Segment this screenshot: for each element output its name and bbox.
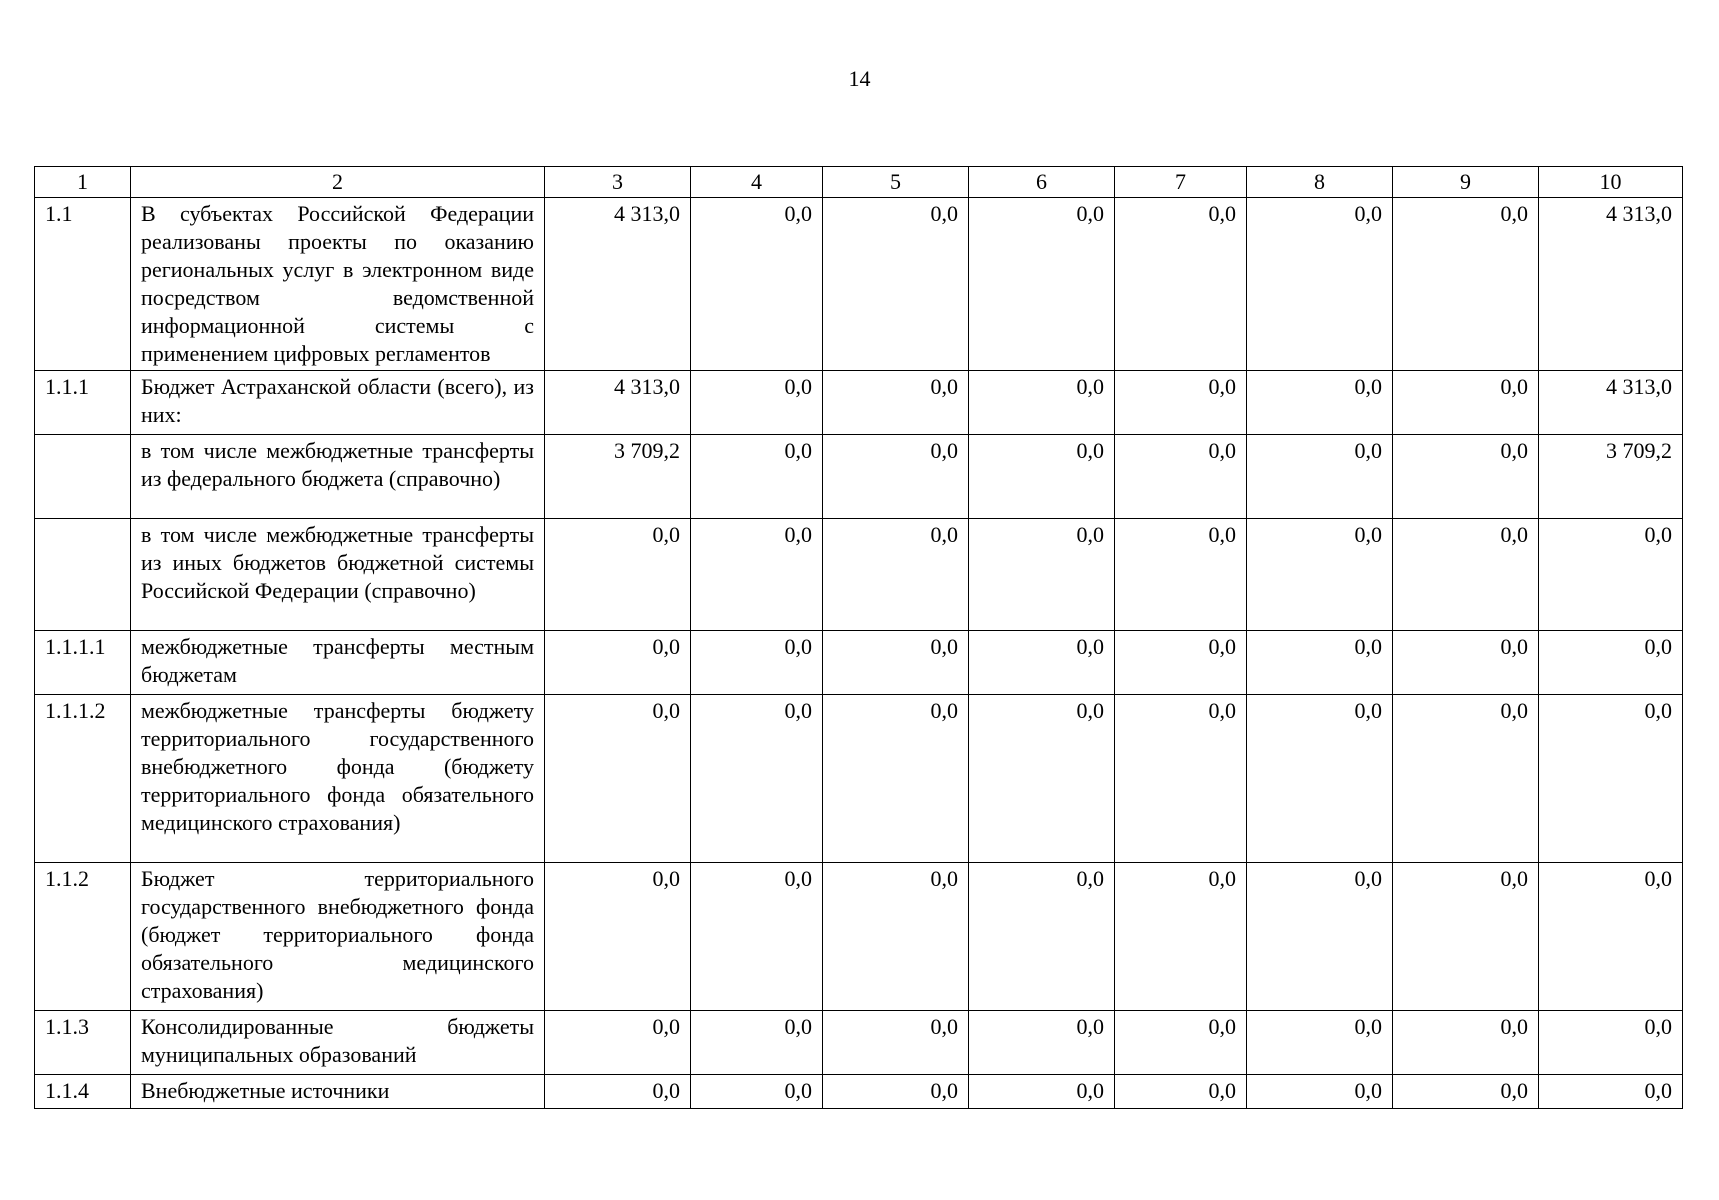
table-row xyxy=(35,695,1683,863)
row-description: Консолидированные бюджеты муниципальных образований xyxy=(131,1011,545,1075)
value-cell-col-7: 0,0 xyxy=(1115,198,1247,371)
row-code: 1.1.1.1 xyxy=(35,631,131,695)
value-cell-col-9: 0,0 xyxy=(1393,519,1539,631)
column-header: 9 xyxy=(1393,167,1539,198)
value-cell-col-8: 0,0 xyxy=(1247,435,1393,519)
value-cell-col-7: 0,0 xyxy=(1115,1075,1247,1109)
value-cell-col-5: 0,0 xyxy=(823,695,969,863)
value-cell-col-9: 0,0 xyxy=(1393,371,1539,435)
budget-table xyxy=(34,166,1683,1109)
value-cell-col-8: 0,0 xyxy=(1247,198,1393,371)
row-code xyxy=(35,435,131,519)
value-cell-col-7: 0,0 xyxy=(1115,695,1247,863)
value-cell-col-3: 0,0 xyxy=(545,1011,691,1075)
value-cell-col-4: 0,0 xyxy=(691,371,823,435)
table-row xyxy=(35,371,1683,435)
row-description: Внебюджетные источники xyxy=(131,1075,545,1109)
value-cell-col-10: 4 313,0 xyxy=(1539,198,1683,371)
row-code: 1.1.1 xyxy=(35,371,131,435)
row-description: В субъектах Российской Федерации реализованы проекты по оказанию региональных услуг в электронном виде посредством ведомственной информационной системы с применением цифровых регламентов xyxy=(131,198,545,371)
value-cell-col-9: 0,0 xyxy=(1393,695,1539,863)
value-cell-col-6: 0,0 xyxy=(969,371,1115,435)
row-code: 1.1.3 xyxy=(35,1011,131,1075)
value-cell-col-10: 0,0 xyxy=(1539,1011,1683,1075)
value-cell-col-4: 0,0 xyxy=(691,863,823,1011)
value-cell-col-10: 0,0 xyxy=(1539,1075,1683,1109)
value-cell-col-7: 0,0 xyxy=(1115,519,1247,631)
value-cell-col-8: 0,0 xyxy=(1247,1011,1393,1075)
value-cell-col-4: 0,0 xyxy=(691,198,823,371)
value-cell-col-5: 0,0 xyxy=(823,863,969,1011)
column-header: 6 xyxy=(969,167,1115,198)
value-cell-col-4: 0,0 xyxy=(691,1011,823,1075)
value-cell-col-9: 0,0 xyxy=(1393,198,1539,371)
column-header: 8 xyxy=(1247,167,1393,198)
value-cell-col-8: 0,0 xyxy=(1247,1075,1393,1109)
row-description: межбюджетные трансферты бюджету территориального государственного внебюджетного фонда (бюджету территориального фонда обязательного медицинского страхования) xyxy=(131,695,545,863)
column-header: 10 xyxy=(1539,167,1683,198)
value-cell-col-6: 0,0 xyxy=(969,1011,1115,1075)
value-cell-col-9: 0,0 xyxy=(1393,863,1539,1011)
row-code: 1.1.1.2 xyxy=(35,695,131,863)
table-header-row xyxy=(35,167,1683,198)
value-cell-col-6: 0,0 xyxy=(969,695,1115,863)
value-cell-col-3: 0,0 xyxy=(545,695,691,863)
value-cell-col-4: 0,0 xyxy=(691,695,823,863)
value-cell-col-8: 0,0 xyxy=(1247,631,1393,695)
row-description: Бюджет Астраханской области (всего), из них: xyxy=(131,371,545,435)
row-code: 1.1.2 xyxy=(35,863,131,1011)
value-cell-col-7: 0,0 xyxy=(1115,863,1247,1011)
value-cell-col-4: 0,0 xyxy=(691,1075,823,1109)
value-cell-col-8: 0,0 xyxy=(1247,371,1393,435)
value-cell-col-3: 0,0 xyxy=(545,631,691,695)
value-cell-col-6: 0,0 xyxy=(969,1075,1115,1109)
table-row xyxy=(35,863,1683,1011)
row-description: в том числе межбюджетные трансферты из федерального бюджета (справочно) xyxy=(131,435,545,519)
value-cell-col-10: 0,0 xyxy=(1539,863,1683,1011)
value-cell-col-5: 0,0 xyxy=(823,371,969,435)
table-row xyxy=(35,519,1683,631)
value-cell-col-9: 0,0 xyxy=(1393,631,1539,695)
table-row xyxy=(35,631,1683,695)
value-cell-col-3: 3 709,2 xyxy=(545,435,691,519)
value-cell-col-10: 4 313,0 xyxy=(1539,371,1683,435)
value-cell-col-3: 0,0 xyxy=(545,863,691,1011)
value-cell-col-6: 0,0 xyxy=(969,198,1115,371)
value-cell-col-3: 0,0 xyxy=(545,519,691,631)
column-header: 7 xyxy=(1115,167,1247,198)
value-cell-col-3: 4 313,0 xyxy=(545,198,691,371)
value-cell-col-3: 4 313,0 xyxy=(545,371,691,435)
value-cell-col-5: 0,0 xyxy=(823,519,969,631)
value-cell-col-10: 3 709,2 xyxy=(1539,435,1683,519)
column-header: 4 xyxy=(691,167,823,198)
value-cell-col-6: 0,0 xyxy=(969,631,1115,695)
value-cell-col-7: 0,0 xyxy=(1115,1011,1247,1075)
table-row xyxy=(35,1075,1683,1109)
value-cell-col-3: 0,0 xyxy=(545,1075,691,1109)
value-cell-col-6: 0,0 xyxy=(969,519,1115,631)
value-cell-col-10: 0,0 xyxy=(1539,695,1683,863)
value-cell-col-7: 0,0 xyxy=(1115,371,1247,435)
table-row xyxy=(35,1011,1683,1075)
value-cell-col-5: 0,0 xyxy=(823,1011,969,1075)
row-description: межбюджетные трансферты местным бюджетам xyxy=(131,631,545,695)
value-cell-col-5: 0,0 xyxy=(823,631,969,695)
value-cell-col-5: 0,0 xyxy=(823,1075,969,1109)
row-code: 1.1.4 xyxy=(35,1075,131,1109)
value-cell-col-4: 0,0 xyxy=(691,631,823,695)
row-code xyxy=(35,519,131,631)
column-header: 2 xyxy=(131,167,545,198)
value-cell-col-5: 0,0 xyxy=(823,435,969,519)
value-cell-col-10: 0,0 xyxy=(1539,519,1683,631)
value-cell-col-6: 0,0 xyxy=(969,435,1115,519)
value-cell-col-8: 0,0 xyxy=(1247,695,1393,863)
column-header: 1 xyxy=(35,167,131,198)
value-cell-col-4: 0,0 xyxy=(691,519,823,631)
value-cell-col-8: 0,0 xyxy=(1247,519,1393,631)
column-header: 5 xyxy=(823,167,969,198)
value-cell-col-9: 0,0 xyxy=(1393,1075,1539,1109)
page-number: 14 xyxy=(848,66,871,91)
row-description: в том числе межбюджетные трансферты из иных бюджетов бюджетной системы Российской Федерации (справочно) xyxy=(131,519,545,631)
value-cell-col-9: 0,0 xyxy=(1393,1011,1539,1075)
value-cell-col-4: 0,0 xyxy=(691,435,823,519)
row-code: 1.1 xyxy=(35,198,131,371)
row-description: Бюджет территориального государственного внебюджетного фонда (бюджет территориального фонда обязательного медицинского страхования) xyxy=(131,863,545,1011)
column-header: 3 xyxy=(545,167,691,198)
value-cell-col-10: 0,0 xyxy=(1539,631,1683,695)
value-cell-col-7: 0,0 xyxy=(1115,631,1247,695)
value-cell-col-6: 0,0 xyxy=(969,863,1115,1011)
value-cell-col-5: 0,0 xyxy=(823,198,969,371)
value-cell-col-7: 0,0 xyxy=(1115,435,1247,519)
table-row xyxy=(35,435,1683,519)
value-cell-col-9: 0,0 xyxy=(1393,435,1539,519)
value-cell-col-8: 0,0 xyxy=(1247,863,1393,1011)
table-row xyxy=(35,198,1683,371)
